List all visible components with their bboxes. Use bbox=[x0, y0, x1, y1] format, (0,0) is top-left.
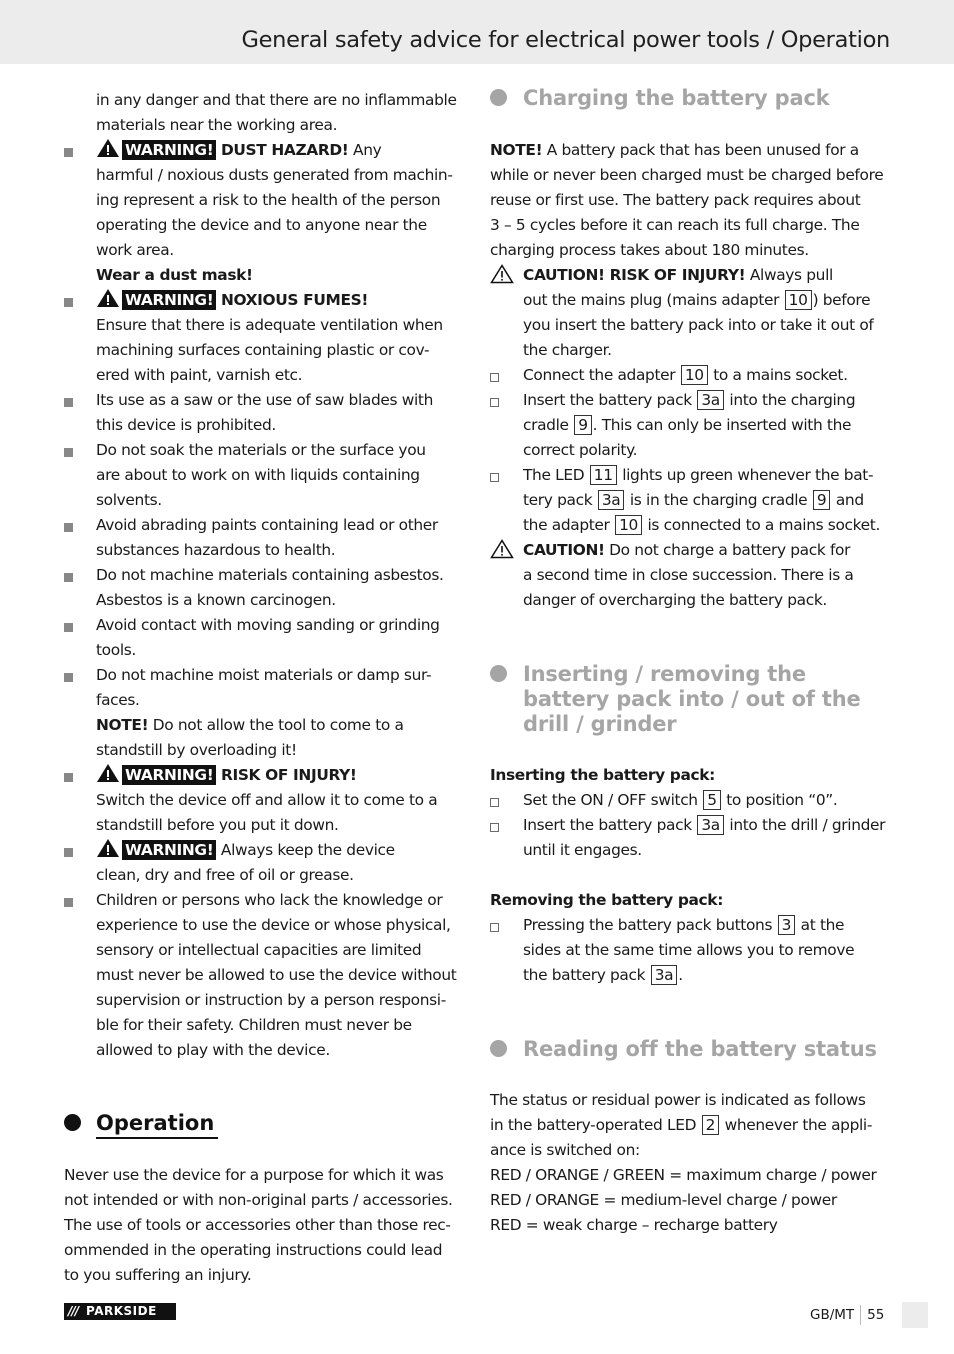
step-connect-adapter bbox=[523, 363, 848, 388]
dust-hazard-text: Any bbox=[348, 141, 382, 159]
note-text: A battery pack that has been unused for a bbox=[542, 141, 859, 159]
charging-note-line: while or never been charged must be charged before bbox=[490, 166, 884, 184]
status-line: The status or residual power is indicated as follows bbox=[490, 1091, 866, 1109]
injury-line: Switch the device off and allow it to come to a bbox=[96, 791, 438, 809]
operation-line: Never use the device for a purpose for which it was bbox=[64, 1166, 444, 1184]
part-reference: 3a bbox=[651, 965, 678, 985]
part-reference: 10 bbox=[681, 365, 708, 385]
status-line: RED / ORANGE = medium-level charge / power bbox=[490, 1191, 837, 1209]
bullet-square bbox=[64, 448, 73, 457]
step-checkbox bbox=[490, 398, 499, 407]
dust-hazard-line: harmful / noxious dusts generated from machin- bbox=[96, 166, 453, 184]
asbestos-line: Asbestos is a known carcinogen. bbox=[96, 591, 336, 609]
risk-of-injury-heading bbox=[96, 763, 357, 788]
step-line: correct polarity. bbox=[523, 441, 638, 459]
injury-line: standstill before you put it down. bbox=[96, 816, 339, 834]
note-label: NOTE! bbox=[96, 716, 149, 734]
step-line bbox=[523, 513, 880, 538]
text: is in the charging cradle bbox=[625, 491, 812, 509]
text: . bbox=[678, 966, 683, 984]
text: tery pack bbox=[523, 491, 597, 509]
caution-line: danger of overcharging the battery pack. bbox=[523, 591, 827, 609]
step-checkbox bbox=[490, 798, 499, 807]
warning-badge: WARNING! bbox=[122, 765, 216, 785]
inserting-heading: drill / grinder bbox=[523, 712, 677, 736]
caution-text: Do not charge a battery pack for bbox=[604, 541, 851, 559]
warning-triangle-icon bbox=[96, 288, 120, 308]
text: ) before bbox=[812, 291, 871, 309]
note-line: standstill by overloading it! bbox=[96, 741, 297, 759]
children-line: sensory or intellectual capacities are limited bbox=[96, 941, 422, 959]
step-insert-drill bbox=[523, 813, 885, 838]
bullet-square bbox=[64, 673, 73, 682]
logo-brand: PARKSIDE bbox=[86, 1304, 157, 1318]
bullet-square bbox=[64, 573, 73, 582]
operation-line: to you suffering an injury. bbox=[64, 1266, 252, 1284]
text: to a mains socket. bbox=[708, 366, 848, 384]
caution-line: you insert the battery pack into or take it out of bbox=[523, 316, 874, 334]
intro-line-1: in any danger and that there are no inflammable bbox=[96, 91, 457, 109]
step-line: until it engages. bbox=[523, 841, 642, 859]
children-line: experience to use the device or whose physical, bbox=[96, 916, 451, 934]
step-insert-battery bbox=[523, 388, 855, 413]
step-checkbox bbox=[490, 473, 499, 482]
lead-line: Avoid abrading paints containing lead or other bbox=[96, 516, 438, 534]
text: whenever the appli- bbox=[720, 1116, 873, 1134]
step-checkbox bbox=[490, 373, 499, 382]
moving-line: tools. bbox=[96, 641, 136, 659]
text: the adapter bbox=[523, 516, 615, 534]
bullet-square bbox=[64, 298, 73, 307]
parkside-logo bbox=[64, 1303, 176, 1320]
caution-label: CAUTION! bbox=[523, 541, 605, 559]
warning-badge: WARNING! bbox=[122, 140, 216, 160]
moist-line: Do not machine moist materials or damp sur- bbox=[96, 666, 432, 684]
step-set-switch bbox=[523, 788, 837, 813]
children-line: Children or persons who lack the knowledge or bbox=[96, 891, 443, 909]
step-checkbox bbox=[490, 823, 499, 832]
part-reference: 9 bbox=[574, 415, 591, 435]
caution-text: Always pull bbox=[745, 266, 833, 284]
bullet-square bbox=[64, 898, 73, 907]
text: into the charging bbox=[724, 391, 856, 409]
soak-line: are about to work on with liquids containing bbox=[96, 466, 420, 484]
note-label: NOTE! bbox=[490, 141, 543, 159]
warning-triangle-icon bbox=[96, 838, 120, 858]
soak-line: Do not soak the materials or the surface you bbox=[96, 441, 426, 459]
caution-label: CAUTION! RISK OF INJURY! bbox=[523, 266, 746, 284]
caution-line: a second time in close succession. There is a bbox=[523, 566, 854, 584]
status-line: ance is switched on: bbox=[490, 1141, 640, 1159]
lead-line: substances hazardous to health. bbox=[96, 541, 336, 559]
page-header-title: General safety advice for electrical power tools / Operation bbox=[241, 27, 890, 53]
clean-text: Always keep the device bbox=[216, 841, 395, 859]
step-line bbox=[523, 413, 851, 438]
charging-note-line: charging process takes about 180 minutes. bbox=[490, 241, 809, 259]
footer-divider bbox=[860, 1305, 861, 1325]
dust-hazard-line: operating the device and to anyone near the bbox=[96, 216, 427, 234]
fumes-line: ered with paint, varnish etc. bbox=[96, 366, 303, 384]
status-heading: Reading off the battery status bbox=[523, 1037, 877, 1061]
operation-line: not intended or with non-original parts / accessories. bbox=[64, 1191, 453, 1209]
region-code: GB/MT bbox=[810, 1307, 855, 1323]
soak-line: solvents. bbox=[96, 491, 162, 509]
step-checkbox bbox=[490, 923, 499, 932]
part-reference: 3a bbox=[697, 390, 724, 410]
inserting-subheading: Inserting the battery pack: bbox=[490, 766, 715, 784]
operation-line: ommended in the operating instructions could lead bbox=[64, 1241, 443, 1259]
charging-note-line: reuse or first use. The battery pack requires about bbox=[490, 191, 861, 209]
dust-mask-note: Wear a dust mask! bbox=[96, 266, 253, 284]
dust-hazard-heading bbox=[96, 138, 381, 163]
text: Set the ON / OFF switch bbox=[523, 791, 703, 809]
saw-line: this device is prohibited. bbox=[96, 416, 276, 434]
caution-triangle-icon bbox=[490, 539, 514, 559]
text: Insert the battery pack bbox=[523, 391, 697, 409]
text: the battery pack bbox=[523, 966, 650, 984]
logo-slashes: /// bbox=[68, 1304, 79, 1318]
caution-triangle-icon bbox=[490, 264, 514, 284]
step-line: sides at the same time allows you to remove bbox=[523, 941, 855, 959]
risk-label: RISK OF INJURY! bbox=[220, 766, 357, 784]
section-bullet-dot bbox=[490, 89, 507, 106]
charging-note-line: 3 – 5 cycles before it can reach its full charge. The bbox=[490, 216, 860, 234]
step-line bbox=[523, 488, 864, 513]
text: at the bbox=[796, 916, 845, 934]
note-text: Do not allow the tool to come to a bbox=[148, 716, 404, 734]
section-bullet-dot bbox=[64, 1114, 81, 1131]
fumes-line: Ensure that there is adequate ventilation when bbox=[96, 316, 443, 334]
warning-triangle-icon bbox=[96, 138, 120, 158]
operation-heading: Operation bbox=[96, 1111, 215, 1135]
step-led bbox=[523, 463, 873, 488]
page-corner-box bbox=[902, 1302, 928, 1328]
section-bullet-dot bbox=[490, 1040, 507, 1057]
bullet-square bbox=[64, 148, 73, 157]
warning-triangle-icon bbox=[96, 763, 120, 783]
text: and bbox=[831, 491, 864, 509]
part-reference: 3 bbox=[778, 915, 795, 935]
text: into the drill / grinder bbox=[724, 816, 886, 834]
text: is connected to a mains socket. bbox=[642, 516, 881, 534]
operation-line: The use of tools or accessories other than those rec- bbox=[64, 1216, 451, 1234]
part-reference: 9 bbox=[813, 490, 830, 510]
children-line: ble for their safety. Children must never be bbox=[96, 1016, 412, 1034]
bullet-square bbox=[64, 623, 73, 632]
part-reference: 3a bbox=[697, 815, 724, 835]
overload-note bbox=[96, 713, 404, 738]
caution-line bbox=[523, 288, 870, 313]
saw-line: Its use as a saw or the use of saw blades with bbox=[96, 391, 433, 409]
text: Insert the battery pack bbox=[523, 816, 697, 834]
moist-line: faces. bbox=[96, 691, 140, 709]
step-remove-battery bbox=[523, 913, 844, 938]
text: to position “0”. bbox=[721, 791, 838, 809]
status-line: RED = weak charge – recharge battery bbox=[490, 1216, 778, 1234]
page-header bbox=[0, 0, 954, 64]
text: in the battery-operated LED bbox=[490, 1116, 701, 1134]
clean-line: clean, dry and free of oil or grease. bbox=[96, 866, 354, 884]
text: Pressing the battery pack buttons bbox=[523, 916, 777, 934]
moving-line: Avoid contact with moving sanding or grinding bbox=[96, 616, 440, 634]
children-line: must never be allowed to use the device without bbox=[96, 966, 457, 984]
status-line: RED / ORANGE / GREEN = maximum charge / power bbox=[490, 1166, 877, 1184]
caution-overcharge bbox=[523, 538, 850, 563]
asbestos-line: Do not machine materials containing asbestos. bbox=[96, 566, 444, 584]
dust-hazard-line: work area. bbox=[96, 241, 174, 259]
dust-hazard-line: ing represent a risk to the health of the person bbox=[96, 191, 441, 209]
text: Connect the adapter bbox=[523, 366, 680, 384]
charging-note bbox=[490, 138, 859, 163]
bullet-square bbox=[64, 848, 73, 857]
fumes-line: machining surfaces containing plastic or cov- bbox=[96, 341, 430, 359]
bullet-square bbox=[64, 523, 73, 532]
children-line: allowed to play with the device. bbox=[96, 1041, 330, 1059]
warning-badge: WARNING! bbox=[122, 290, 216, 310]
caution-line: the charger. bbox=[523, 341, 612, 359]
warning-badge: WARNING! bbox=[122, 840, 216, 860]
part-reference: 10 bbox=[785, 290, 812, 310]
part-reference: 11 bbox=[590, 465, 617, 485]
text: cradle bbox=[523, 416, 574, 434]
removing-subheading: Removing the battery pack: bbox=[490, 891, 724, 909]
dust-hazard-label: DUST HAZARD! bbox=[220, 141, 349, 159]
part-reference: 2 bbox=[702, 1115, 719, 1135]
text: The LED bbox=[523, 466, 589, 484]
part-reference: 5 bbox=[703, 790, 720, 810]
text: . This can only be inserted with the bbox=[592, 416, 852, 434]
noxious-fumes-label: NOXIOUS FUMES! bbox=[220, 291, 369, 309]
section-bullet-dot bbox=[490, 665, 507, 682]
children-line: supervision or instruction by a person responsi- bbox=[96, 991, 446, 1009]
bullet-square bbox=[64, 398, 73, 407]
page-footer bbox=[810, 1303, 884, 1327]
page-number: 55 bbox=[867, 1307, 885, 1323]
text: out the mains plug (mains adapter bbox=[523, 291, 784, 309]
clean-warning bbox=[96, 838, 395, 863]
status-line bbox=[490, 1113, 872, 1138]
step-line bbox=[523, 963, 683, 988]
intro-line-2: materials near the working area. bbox=[96, 116, 338, 134]
bullet-square bbox=[64, 773, 73, 782]
part-reference: 3a bbox=[598, 490, 625, 510]
caution-injury bbox=[523, 263, 833, 288]
text: lights up green whenever the bat- bbox=[617, 466, 874, 484]
inserting-heading: battery pack into / out of the bbox=[523, 687, 861, 711]
part-reference: 10 bbox=[615, 515, 642, 535]
operation-underline bbox=[96, 1137, 218, 1139]
noxious-fumes-heading bbox=[96, 288, 368, 313]
inserting-heading: Inserting / removing the bbox=[523, 662, 806, 686]
charging-heading: Charging the battery pack bbox=[523, 86, 830, 110]
